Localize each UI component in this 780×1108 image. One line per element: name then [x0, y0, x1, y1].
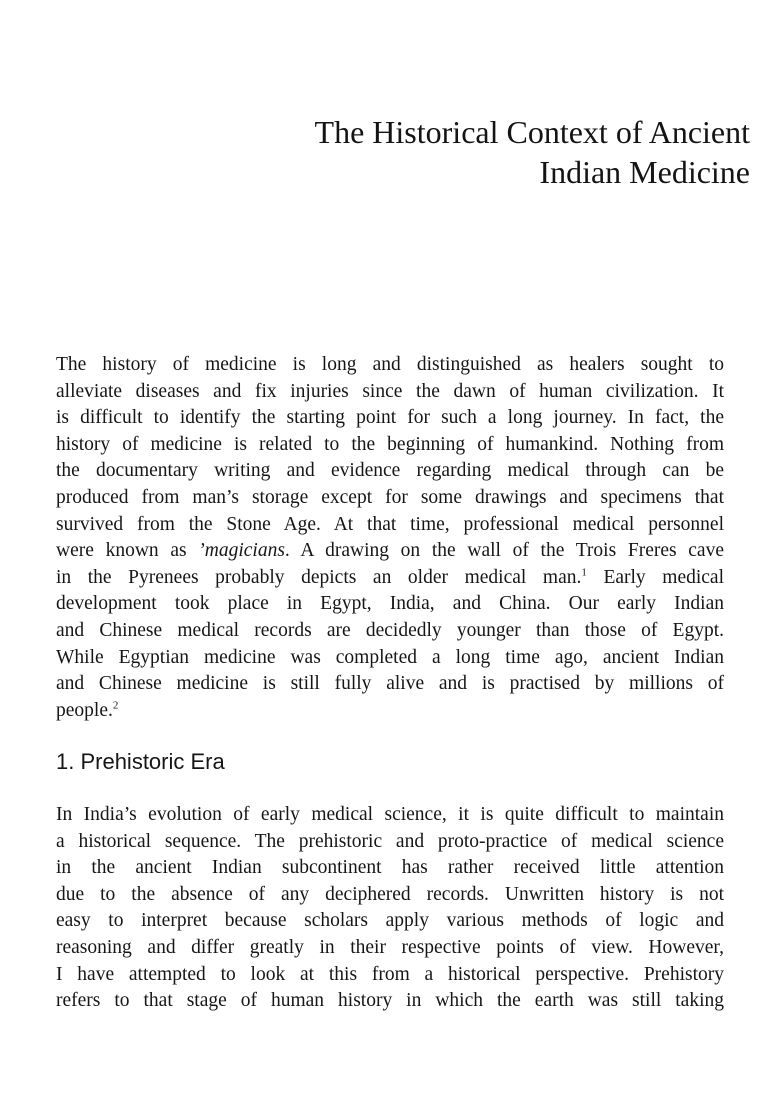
text-line: reasoning and differ greatly in their respective points of view. However,: [56, 936, 724, 958]
chapter-title-line-2: Indian Medicine: [539, 154, 750, 190]
text-line: [56, 698, 724, 725]
text-line: The history of medicine is long and distinguished as healers sought to: [56, 354, 724, 375]
text-line: is difficult to identify the starting point for such a long journey. In fact, the: [56, 407, 724, 429]
text-line: refers to that stage of human history in which the earth was still taking: [56, 990, 724, 1012]
text-line: In India’s evolution of early medical science, it is quite difficult to maintain: [56, 804, 724, 825]
text-run: were known as: [56, 540, 199, 562]
text-line: produced from man’s storage except for some drawings and specimens that: [56, 486, 724, 508]
italic-term: ’magicians: [198, 540, 285, 562]
text-line: development took place in Egypt, India, and China. Our early Indian: [56, 593, 724, 615]
section-paragraph: [56, 802, 724, 1015]
footnote-marker[interactable]: 1: [581, 566, 587, 579]
chapter-title: [150, 112, 750, 192]
text-line: the documentary writing and evidence regarding medical through can be: [56, 460, 724, 482]
text-line: [56, 538, 724, 565]
chapter-title-line-1: The Historical Context of Ancient: [314, 114, 750, 150]
text-line: history of medicine is related to the beginning of humankind. Nothing from: [56, 433, 724, 455]
text-line: alleviate diseases and fix injuries since the dawn of human civilization. It: [56, 380, 724, 402]
text-line: in the ancient Indian subcontinent has rather received little attention: [56, 857, 724, 879]
text-line: While Egyptian medicine was completed a long time ago, ancient Indian: [56, 646, 724, 668]
text-line: due to the absence of any deciphered records. Unwritten history is not: [56, 883, 724, 905]
text-run: people.: [56, 699, 113, 721]
intro-paragraph: [56, 352, 724, 724]
section-heading: 1. Prehistoric Era: [56, 749, 225, 774]
text-run: Early medical: [586, 566, 724, 588]
text-line: and Chinese medicine is still fully alive and is practised by millions of: [56, 673, 724, 695]
text-line: and Chinese medical records are decidedly younger than those of Egypt.: [56, 619, 724, 641]
text-run: in the Pyrenees probably depicts an older medical man.: [56, 566, 582, 588]
text-line: a historical sequence. The prehistoric and proto-practice of medical science: [56, 830, 724, 852]
text-line: easy to interpret because scholars apply various methods of logic and: [56, 910, 724, 932]
text-line: I have attempted to look at this from a historical perspective. Prehistory: [56, 963, 724, 985]
footnote-marker[interactable]: 2: [112, 699, 119, 712]
text-line: [56, 565, 724, 592]
text-run: . A drawing on the wall of the Trois Freres cave: [284, 540, 724, 562]
text-line: survived from the Stone Age. At that time, professional medical personnel: [56, 513, 724, 535]
